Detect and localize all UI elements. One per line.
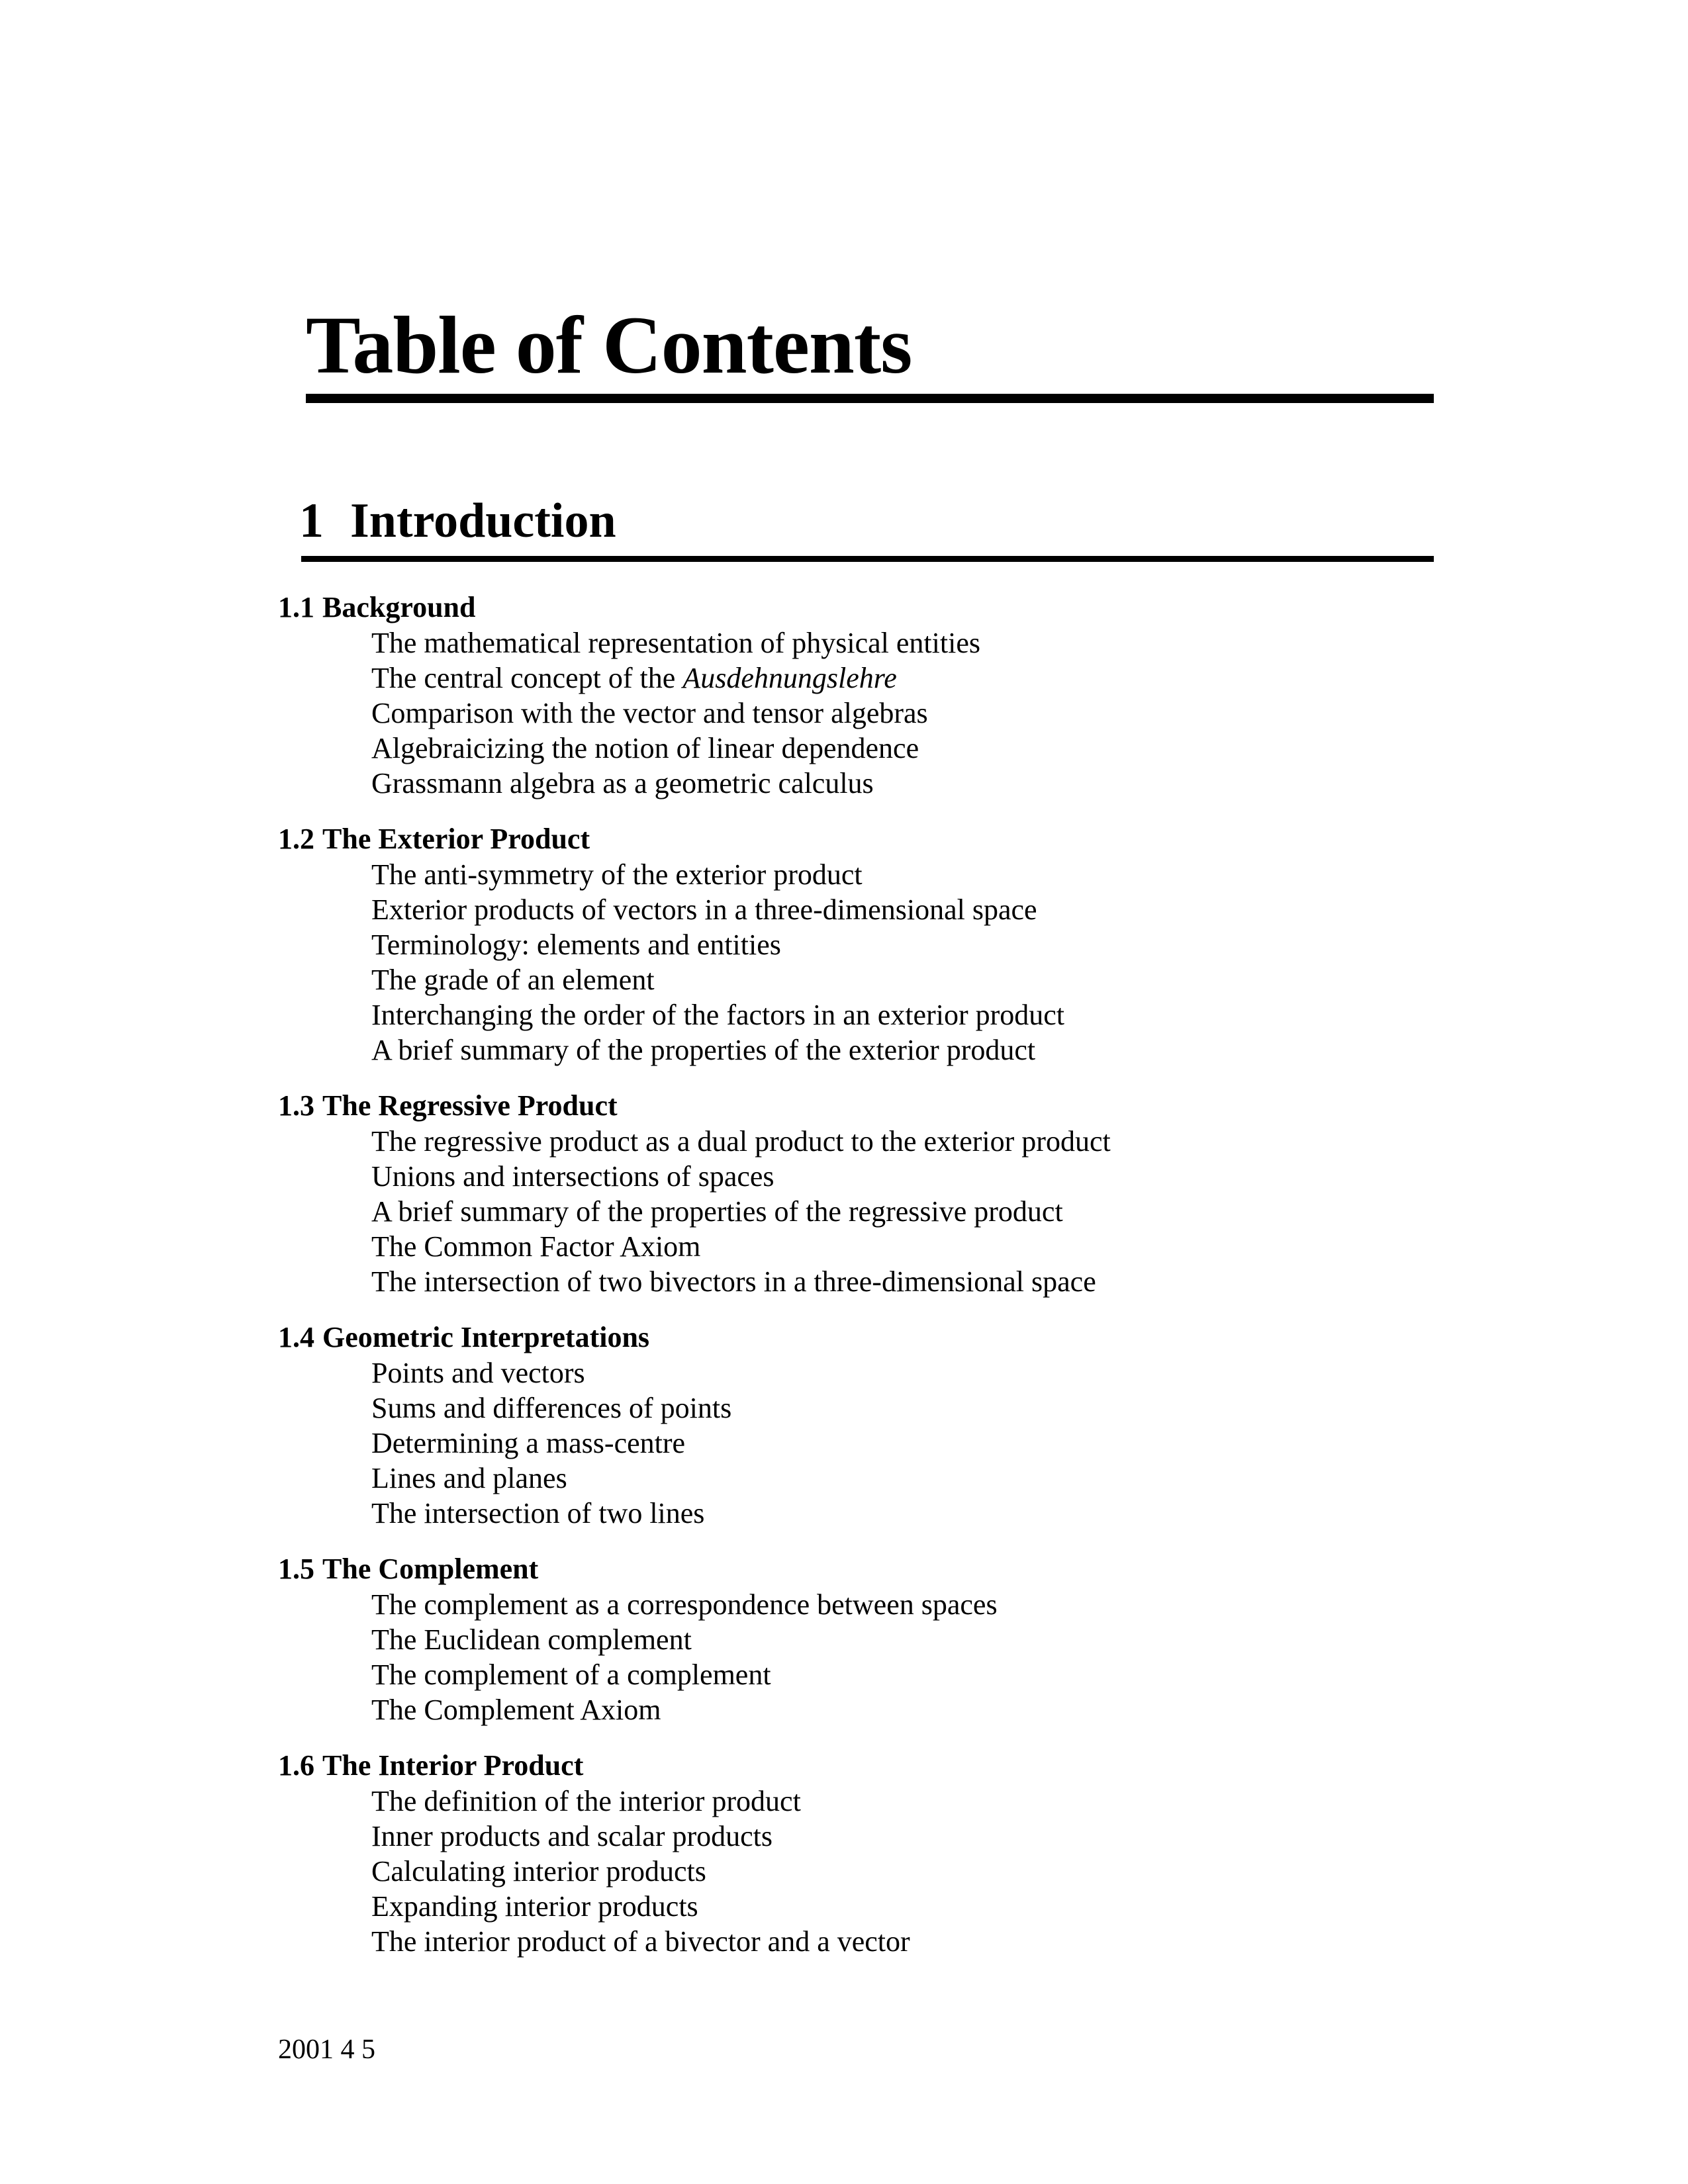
section-heading[interactable] <box>278 1748 1456 1784</box>
section-entries <box>278 857 1456 1068</box>
toc-entry[interactable]: The Common Factor Axiom <box>371 1230 701 1263</box>
chapter-rule <box>301 556 1434 562</box>
toc-entry-text: The central concept of the <box>371 662 683 694</box>
toc-entry[interactable]: The interior product of a bivector and a vector <box>371 1925 910 1958</box>
page-title: Table of Contents <box>306 300 912 390</box>
section-title: Geometric Interpretations <box>322 1321 650 1353</box>
toc-list <box>278 590 1456 1979</box>
toc-entry[interactable]: Determining a mass-centre <box>371 1427 686 1459</box>
section-title: The Regressive Product <box>322 1089 618 1122</box>
section-entries <box>278 1587 1456 1727</box>
toc-entry[interactable]: The intersection of two lines <box>371 1497 705 1529</box>
section-number: 1.4 <box>278 1321 314 1353</box>
toc-section-complement <box>278 1551 1456 1727</box>
toc-entry[interactable]: Calculating interior products <box>371 1855 706 1888</box>
toc-entry[interactable]: A brief summary of the properties of the exterior product <box>371 1034 1036 1066</box>
toc-section-background <box>278 590 1456 801</box>
toc-entry[interactable]: Exterior products of vectors in a three-dimensional space <box>371 893 1037 926</box>
toc-section-regressive-product <box>278 1088 1456 1299</box>
section-entries <box>278 625 1456 801</box>
toc-section-geometric-interpretations <box>278 1320 1456 1531</box>
toc-entry[interactable] <box>371 660 1456 696</box>
toc-entry[interactable]: Lines and planes <box>371 1462 567 1494</box>
section-heading[interactable] <box>278 1088 1456 1124</box>
toc-entry[interactable]: The mathematical representation of physical entities <box>371 627 980 659</box>
section-title: The Interior Product <box>322 1749 584 1782</box>
chapter-title <box>299 491 616 551</box>
toc-entry[interactable]: Comparison with the vector and tensor algebras <box>371 697 928 729</box>
section-number: 1.3 <box>278 1089 314 1122</box>
section-entries <box>278 1784 1456 1959</box>
toc-entry[interactable]: The Complement Axiom <box>371 1694 661 1726</box>
section-number: 1.1 <box>278 591 314 623</box>
section-heading[interactable] <box>278 821 1456 857</box>
toc-section-exterior-product <box>278 821 1456 1068</box>
toc-entry[interactable]: Interchanging the order of the factors in an exterior product <box>371 999 1065 1031</box>
section-title: The Exterior Product <box>322 823 590 855</box>
section-heading[interactable] <box>278 1551 1456 1587</box>
toc-entry[interactable]: Inner products and scalar products <box>371 1820 773 1852</box>
toc-entry[interactable]: Expanding interior products <box>371 1890 698 1923</box>
toc-entry[interactable]: The definition of the interior product <box>371 1785 801 1817</box>
toc-entry[interactable]: A brief summary of the properties of the regressive product <box>371 1195 1063 1228</box>
title-rule <box>306 394 1434 403</box>
section-heading[interactable] <box>278 590 1456 625</box>
section-entries <box>278 1124 1456 1299</box>
section-title: The Complement <box>322 1553 539 1585</box>
toc-entry[interactable]: The anti-symmetry of the exterior product <box>371 858 863 891</box>
toc-entry[interactable]: The Euclidean complement <box>371 1623 692 1656</box>
toc-entry[interactable]: Grassmann algebra as a geometric calculus <box>371 767 874 799</box>
toc-entry[interactable]: The grade of an element <box>371 964 655 996</box>
page-footer: 2001 4 5 <box>278 2034 375 2065</box>
toc-entry[interactable]: The complement of a complement <box>371 1659 771 1691</box>
toc-entry[interactable]: Algebraicizing the notion of linear dependence <box>371 732 919 764</box>
toc-entry[interactable]: The regressive product as a dual product to the exterior product <box>371 1125 1111 1158</box>
toc-entry[interactable]: Points and vectors <box>371 1357 585 1389</box>
chapter-number: 1 <box>299 494 324 548</box>
section-number: 1.2 <box>278 823 314 855</box>
section-heading[interactable] <box>278 1320 1456 1355</box>
chapter-title-text: Introduction <box>350 494 616 548</box>
section-number: 1.6 <box>278 1749 314 1782</box>
toc-entry[interactable]: The intersection of two bivectors in a three-dimensional space <box>371 1265 1096 1298</box>
toc-entry[interactable]: The complement as a correspondence between spaces <box>371 1588 998 1621</box>
toc-entry[interactable]: Sums and differences of points <box>371 1392 732 1424</box>
section-number: 1.5 <box>278 1553 314 1585</box>
toc-section-interior-product <box>278 1748 1456 1959</box>
toc-entry-italic-term: Ausdehnungslehre <box>682 662 897 694</box>
toc-entry[interactable]: Unions and intersections of spaces <box>371 1160 774 1193</box>
section-entries <box>278 1355 1456 1531</box>
section-title: Background <box>322 591 476 623</box>
toc-entry[interactable]: Terminology: elements and entities <box>371 929 781 961</box>
